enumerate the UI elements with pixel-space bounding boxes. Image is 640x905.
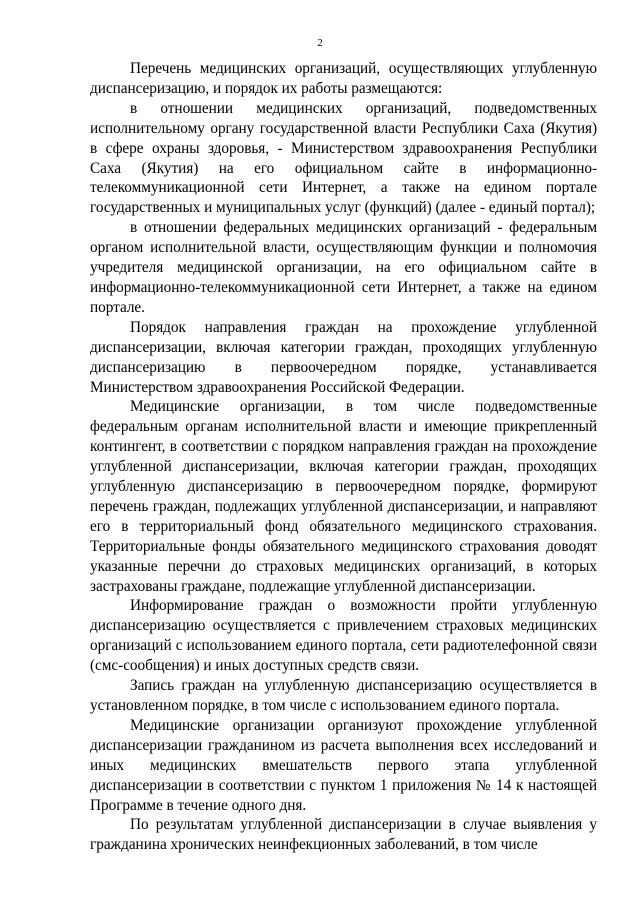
paragraph-one-day-examination: Медицинские организации организуют прохождение углубленной диспансеризации гражданином из расчета выполнения всех исследований и иных медицинских вмешательств первого этапа углубленной диспансеризации в соответствии с пунктом 1 приложения № 14 к настоящей Программе в течение одного дня. (90, 716, 597, 814)
paragraph-referral-procedure: Порядок направления граждан на прохождение углубленной диспансеризации, включая категории граждан, проходящих углубленную диспансеризацию в первоочередном порядке, устанавливается Министерством здравоохранения Российской Федерации. (90, 318, 597, 396)
paragraph-results: По результатам углубленной диспансеризации в случае выявления у гражданина хронических неинфекционных заболеваний, в том числе (90, 816, 597, 854)
paragraph-citizen-lists: Медицинские организации, в том числе подведомственные федеральным органам исполнительной власти и имеющие прикрепленный контингент, в соответствии с порядком направления граждан на прохождение углубленной диспансеризации, включая категории граждан, проходящих углубленную диспансеризацию в первоочередном порядке, формируют перечень граждан, подлежащих углубленной диспансеризации, и направляют его в территориальный фонд обязательного медицинского страхования. Территориальные фонды обязательного медицинского страхования доводят указанные перечни до страховых медицинских организаций, в которых застрахованы граждане, подлежащие углубленной диспансеризации. (90, 398, 597, 595)
page-number: 2 (317, 37, 323, 49)
paragraph-federal-organizations: в отношении федеральных медицинских организаций - федеральным органом исполнительной власти, осуществляющим функции и полномочия учредителя медицинской организации, на его официальном сайте в информационно-телекоммуникационной сети Интернет, а также на едином портале. (90, 219, 597, 316)
paragraph-registration: Запись граждан на углубленную диспансеризацию осуществляется в установленном порядке, в том числе с использованием единого портала. (90, 677, 597, 714)
paragraph-informing-citizens: Информирование граждан о возможности пройти углубленную диспансеризацию осуществляется с привлечением страховых медицинских организаций с использованием единого портала, сети радиотелефонной связи (смс-сообщения) и иных доступных средств связи. (90, 597, 597, 675)
paragraph-regional-organizations: в отношении медицинских организаций, подведомственных исполнительному органу государственной власти Республики Саха (Якутия) в сфере охраны здоровья, - Министерством здравоохранения Республики Саха (Якутия) на его официальном сайте в информационно-телекоммуникационной сети Интернет, а также на едином портале государственных и муниципальных услуг (функций) (далее - единый портал); (90, 99, 597, 217)
paragraph-list-intro: Перечень медицинских организаций, осуществляющих углубленную диспансеризацию, и порядок их работы размещаются: (90, 60, 597, 97)
document-body (90, 59, 597, 855)
